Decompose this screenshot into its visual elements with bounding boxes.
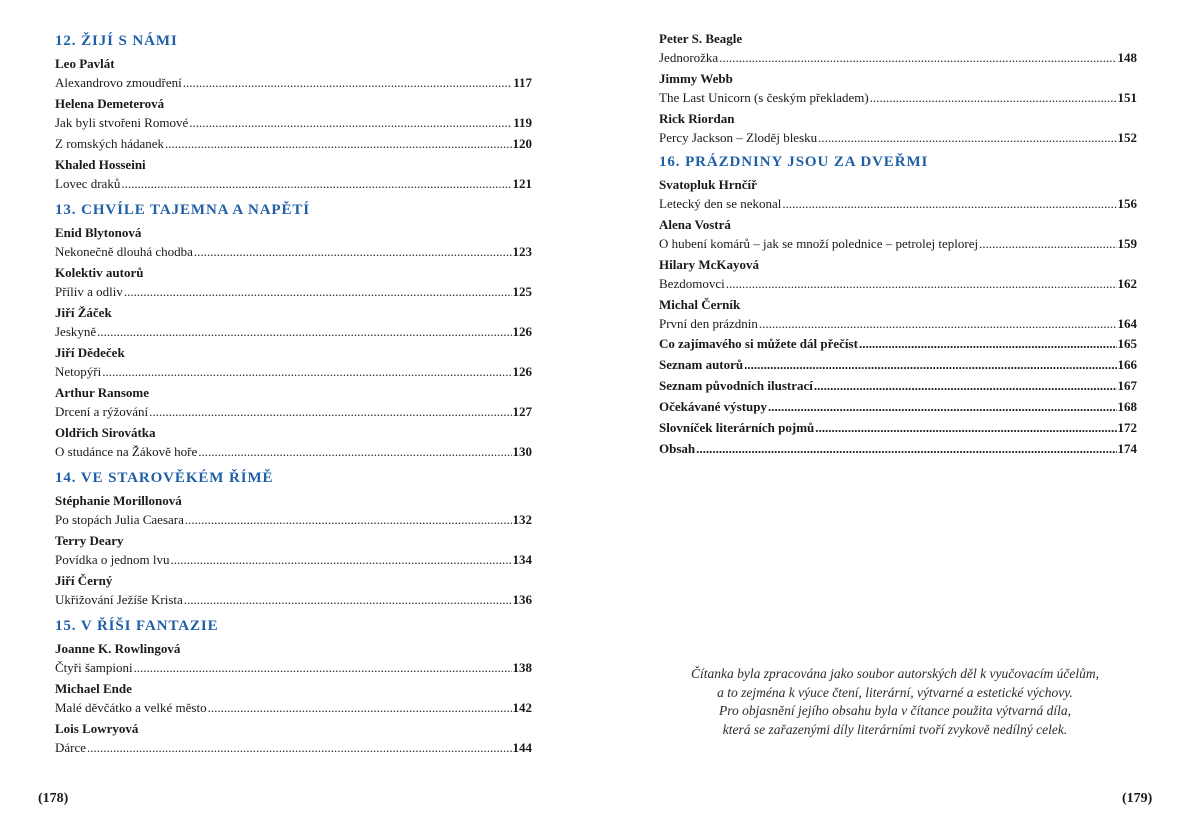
entry-title: Obsah [659,441,696,456]
entry-page: 165 [1117,336,1137,351]
entry-page: 126 [512,364,532,379]
entry-page: 162 [1117,276,1137,291]
dot-leader [870,88,1117,107]
dot-leader [759,314,1117,333]
entry-title: Jak byli stvořeni Romové [55,115,189,130]
page-number-right: (179) [1122,791,1153,806]
entry-page: 130 [512,444,532,459]
entry-title: Drcení a rýžování [55,404,149,419]
entry-title: Dárce [55,740,87,755]
author-name: Svatopluk Hrnčíř [659,177,757,192]
dot-leader [208,698,512,717]
entry-title: Jednorožka [659,50,719,65]
entry-page: 132 [512,512,532,527]
page-number-left: (178) [38,791,69,806]
dot-leader [183,73,512,92]
dot-leader [744,354,1116,375]
toc-entry [55,322,532,341]
entry-page: 156 [1117,196,1137,211]
dot-leader [782,194,1116,213]
entry-title: Z romských hádanek [55,136,165,151]
entry-title: Slovníček literárních pojmů [659,420,815,435]
copyright-note [640,665,1150,739]
entry-title: Jeskyně [55,324,97,339]
entry-page: 120 [512,136,532,151]
entry-page: 174 [1117,441,1137,456]
author-name: Alena Vostrá [659,217,731,232]
toc-entry [55,738,532,757]
entry-title: Lovec draků [55,176,121,191]
entry-page: 125 [512,284,532,299]
dot-leader [134,658,512,677]
author-name: Peter S. Beagle [659,31,743,46]
entry-title: Co zajímavého si můžete dál přečíst [659,336,858,351]
author-name: Jimmy Webb [659,71,733,86]
dot-leader [979,234,1116,253]
toc-entry [55,658,532,677]
entry-page: 167 [1117,378,1137,393]
entry-page: 172 [1117,420,1137,435]
toc-entry [659,417,1137,438]
entry-page: 123 [512,244,532,259]
section-title: 12. ŽIJÍ S NÁMI [55,33,178,49]
dot-leader [121,174,511,193]
entry-title: Nekonečně dlouhá chodba [55,244,193,259]
author-name: Stéphanie Morillonová [55,493,182,508]
entry-title: O hubení komárů – jak se množí polednice – petrolej teplorej [659,236,979,251]
entry-page: 119 [513,115,532,130]
entry-page: 136 [512,592,532,607]
entry-title: Bezdomovci [659,276,725,291]
toc-entry [659,396,1137,417]
toc-entry [659,88,1137,107]
dot-leader [726,274,1117,293]
entry-page: 151 [1117,90,1137,105]
entry-title: Seznam autorů [659,357,744,372]
dot-leader [818,128,1116,147]
dot-leader [184,590,512,609]
author-name: Khaled Hosseini [55,157,146,172]
dot-leader [97,322,511,341]
author-name: Kolektiv autorů [55,265,144,280]
toc-entry [55,73,532,92]
author-name: Michael Ende [55,681,132,696]
dot-leader [815,417,1116,438]
section-title: 15. V ŘÍŠI FANTAZIE [55,618,219,634]
toc-entry [55,134,532,153]
entry-title: Malé děvčátko a velké město [55,700,207,715]
entry-title: Letecký den se nekonal [659,196,782,211]
author-name: Joanne K. Rowlingová [55,641,181,656]
dot-leader [696,438,1116,459]
dot-leader [185,510,512,529]
entry-title: O studánce na Žákově hoře [55,444,198,459]
toc-entry [55,113,532,132]
entry-title: Percy Jackson – Zloděj blesku [659,130,818,145]
entry-page: 159 [1117,236,1137,251]
dot-leader [165,134,511,153]
toc-entry [659,274,1137,293]
author-name: Jiří Černý [55,573,113,588]
entry-page: 117 [513,75,532,90]
toc-entry [659,234,1137,253]
dot-leader [87,738,511,757]
note-line: a to zejména k výuce čtení, literární, výtvarné a estetické výchovy. [717,684,1073,700]
entry-page: 127 [512,404,532,419]
author-name: Lois Lowryová [55,721,139,736]
entry-page: 134 [512,552,532,567]
entry-page: 168 [1117,399,1137,414]
entry-page: 121 [512,176,532,191]
entry-title: Seznam původních ilustrací [659,378,813,393]
entry-page: 164 [1117,316,1137,331]
entry-title: Příliv a odliv [55,284,123,299]
toc-entry [55,402,532,421]
author-name: Arthur Ransome [55,385,150,400]
toc-entry [659,128,1137,147]
entry-page: 138 [512,660,532,675]
entry-title: Očekávané výstupy [659,399,767,414]
toc-entry [55,282,532,301]
author-name: Jiří Žáček [55,305,112,320]
entry-title: The Last Unicorn (s českým překladem) [659,90,869,105]
entry-title: První den prázdnin [659,316,758,331]
dot-leader [170,550,511,569]
toc-entry [659,333,1137,354]
toc-entry [659,354,1137,375]
entry-page: 152 [1117,130,1137,145]
right-toc [659,27,1137,459]
author-name: Enid Blytonová [55,225,142,240]
dot-leader [198,442,511,461]
author-name: Michal Černík [659,297,741,312]
toc-entry [659,194,1137,213]
toc-entry [55,242,532,261]
dot-leader [859,333,1117,354]
dot-leader [124,282,512,301]
toc-entry [55,362,532,381]
entry-title: Povídka o jednom lvu [55,552,170,567]
note-line: která se zařazenými díly literárními tvoří zvykově nedílný celek. [722,721,1068,737]
section-title: 13. CHVÍLE TAJEMNA A NAPĚTÍ [55,202,311,218]
entry-page: 166 [1117,357,1137,372]
entry-title: Netopýři [55,364,102,379]
entry-title: Čtyři šampioni [55,660,133,675]
toc-entry [659,375,1137,396]
section-title: 14. VE STAROVĚKÉM ŘÍMĚ [55,470,274,486]
entry-page: 144 [512,740,532,755]
entry-page: 148 [1117,50,1137,65]
toc-entry [55,550,532,569]
toc-entry [55,698,532,717]
toc-entry [659,314,1137,333]
author-name: Rick Riordan [659,111,735,126]
dot-leader [189,113,512,132]
toc-entry [55,590,532,609]
note-line: Čítanka byla zpracována jako soubor autorských děl k vyučovacím účelům, [691,666,1099,681]
author-name: Jiří Dědeček [55,345,125,360]
left-toc [55,28,532,757]
toc-entry [55,510,532,529]
toc-entry [55,442,532,461]
entry-title: Po stopách Julia Caesara [55,512,184,527]
dot-leader [102,362,511,381]
dot-leader [149,402,511,421]
toc-entry [659,48,1137,67]
entry-page: 126 [512,324,532,339]
author-name: Hilary McKayová [659,257,760,272]
toc-entry [55,174,532,193]
dot-leader [814,375,1117,396]
note-line: Pro objasnění jejího obsahu byla v čítance použita výtvarná díla, [719,703,1071,718]
dot-leader [194,242,512,261]
entry-page: 142 [512,700,532,715]
section-title: 16. PRÁZDNINY JSOU ZA DVEŘMI [659,154,929,170]
author-name: Helena Demeterová [55,96,165,111]
toc-entry [659,438,1137,459]
entry-title: Alexandrovo zmoudření [55,75,182,90]
author-name: Oldřich Sirovátka [55,425,156,440]
author-name: Terry Deary [55,533,124,548]
author-name: Leo Pavlát [55,56,115,71]
dot-leader [719,48,1116,67]
dot-leader [768,396,1117,417]
entry-title: Ukřižování Ježíše Krista [55,592,183,607]
